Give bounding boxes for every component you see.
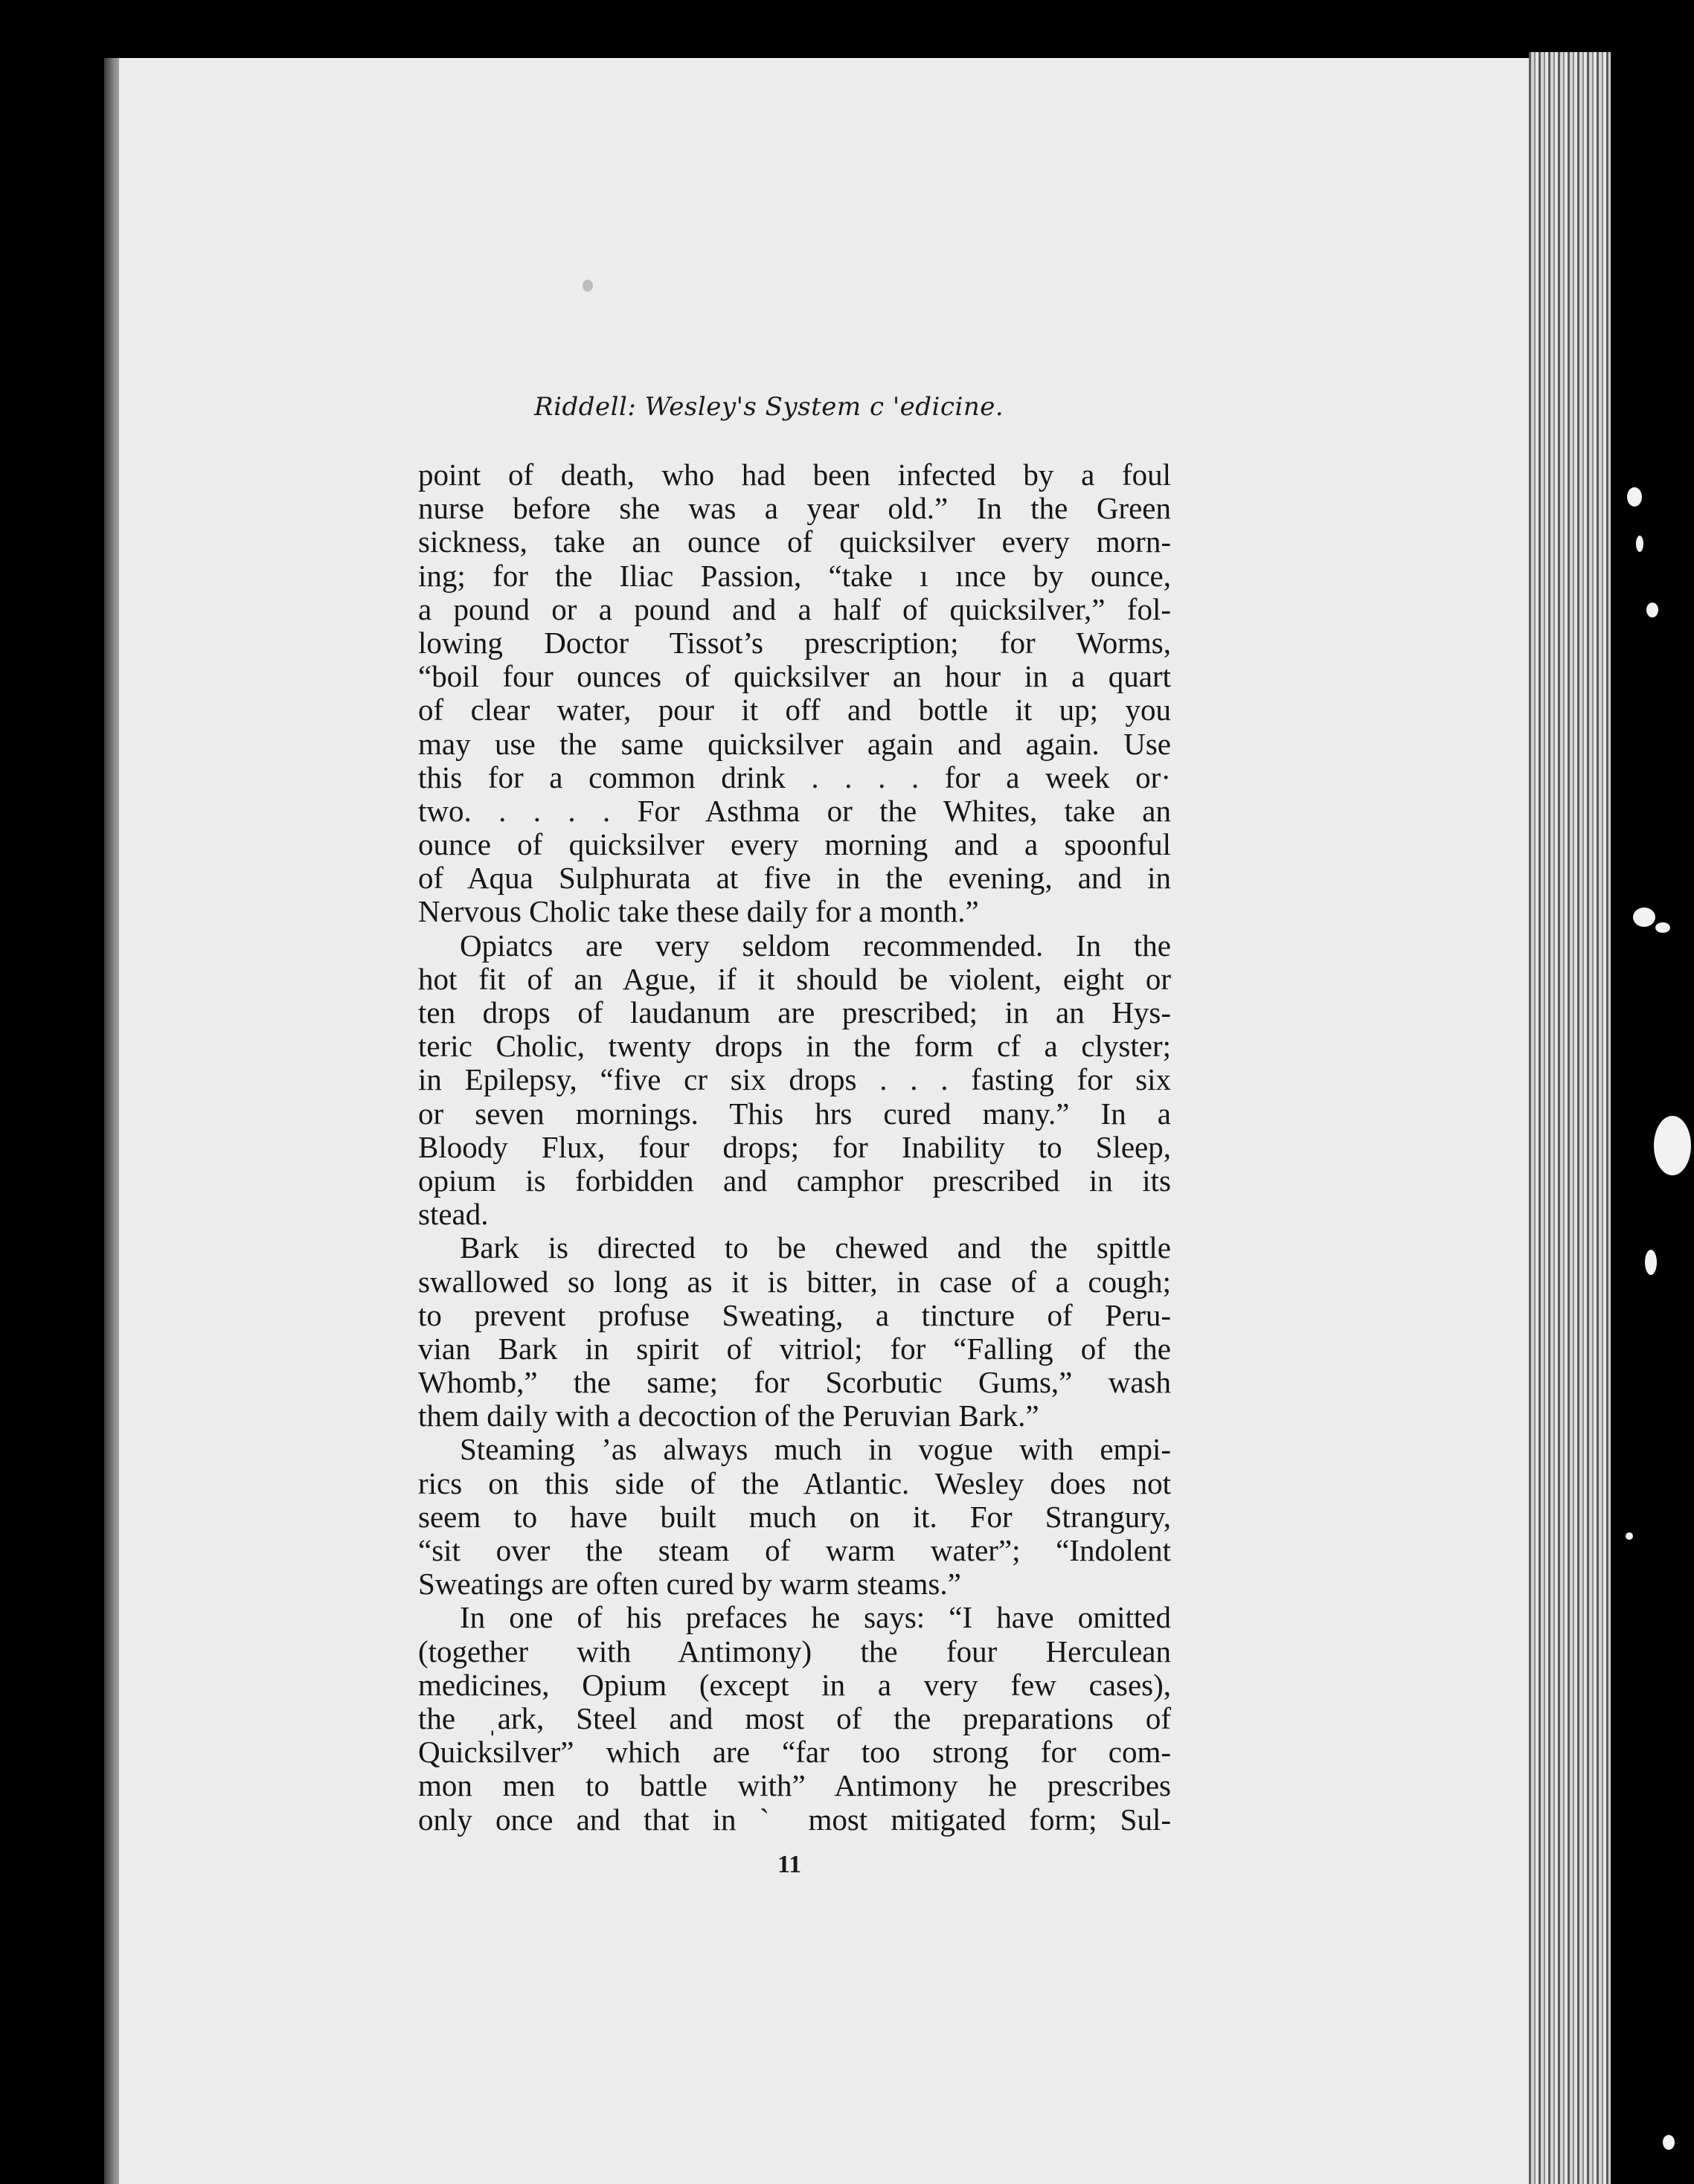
page-edges: [1529, 52, 1611, 2184]
text-line: Steaming ’as always much in vogue with empi-: [460, 1432, 1171, 1467]
text-line: only once and that in ˋ most mitigated form; Sul-: [418, 1802, 1171, 1837]
text-line: a pound or a pound and a half of quicksilver,” fol-: [418, 591, 1171, 626]
page-number: 11: [777, 1851, 802, 1878]
text-line: this for a common drink . . . . for a week or·: [418, 759, 1171, 794]
text-line: lowing Doctor Tissot’s prescription; for Worms,: [418, 625, 1171, 660]
text-line: Opiatcs are very seldom recommended. In the: [460, 928, 1171, 963]
text-line: Bark is directed to be chewed and the spittle: [460, 1230, 1171, 1265]
text-line: Nervous Cholic take these daily for a month.”: [418, 894, 979, 929]
text-line: sickness, take an ounce of quicksilver every morn-: [418, 524, 1171, 559]
running-head: Riddell: Wesley's System c 'edicine.: [534, 392, 1004, 422]
text-line: opium is forbidden and camphor prescribed in its: [418, 1163, 1171, 1198]
text-line: (together with Antimony) the four Herculean: [418, 1634, 1171, 1668]
text-line: to prevent profuse Sweating, a tincture of Peru-: [418, 1297, 1171, 1332]
text-line: “sit over the steam of warm water”; “Indolent: [418, 1533, 1171, 1567]
text-line: stead.: [418, 1197, 489, 1232]
text-line: the ˌark, Steel and most of the preparations of: [418, 1700, 1171, 1735]
text-line: ing; for the Iliac Passion, “take ı ınce by ounce,: [418, 558, 1171, 593]
text-line: of clear water, pour it off and bottle it up; you: [418, 693, 1171, 728]
text-line: rics on this side of the Atlantic. Wesley does not: [418, 1465, 1171, 1500]
ink-smudge: [583, 280, 593, 292]
scan-specks: [1611, 0, 1694, 2184]
text-line: teric Cholic, twenty drops in the form cf a clyster;: [418, 1029, 1171, 1064]
body-text: [418, 458, 1171, 1837]
text-line: them daily with a decoction of the Peruvian Bark.”: [418, 1398, 1039, 1433]
text-line: Quicksilver” which are “far too strong for com-: [418, 1735, 1171, 1770]
text-line: vian Bark in spirit of vitriol; for “Falling of the: [418, 1331, 1171, 1366]
text-line: of Aqua Sulphurata at five in the evening, and in: [418, 861, 1171, 896]
text-line: may use the same quicksilver again and again. Use: [418, 726, 1171, 761]
text-line: medicines, Opium (except in a very few cases),: [418, 1667, 1171, 1702]
text-line: “boil four ounces of quicksilver an hour in a quart: [418, 659, 1171, 694]
text-line: nurse before she was a year old.” In the Green: [418, 491, 1171, 526]
text-line: Sweatings are often cured by warm steams.”: [418, 1567, 961, 1602]
text-line: two. . . . . For Asthma or the Whites, take an: [418, 793, 1171, 828]
text-line: ten drops of laudanum are prescribed; in an Hys-: [418, 995, 1171, 1030]
text-line: hot fit of an Ague, if it should be violent, eight or: [418, 961, 1171, 996]
text-line: In one of his prefaces he says: “I have omitted: [460, 1600, 1171, 1635]
text-line: mon men to battle with” Antimony he prescribes: [418, 1768, 1171, 1803]
text-line: or seven mornings. This hrs cured many.” In a: [418, 1096, 1171, 1131]
text-line: swallowed so long as it is bitter, in case of a cough;: [418, 1264, 1171, 1299]
text-line: in Epilepsy, “five cr six drops . . . fasting for six: [418, 1062, 1171, 1097]
text-line: ounce of quicksilver every morning and a spoonful: [418, 827, 1171, 862]
text-line: seem to have built much on it. For Strangury,: [418, 1499, 1171, 1534]
text-line: point of death, who had been infected by a foul: [418, 457, 1171, 492]
text-line: Bloody Flux, four drops; for Inability to Sleep,: [418, 1129, 1171, 1164]
text-line: Whomb,” the same; for Scorbutic Gums,” wash: [418, 1365, 1171, 1400]
